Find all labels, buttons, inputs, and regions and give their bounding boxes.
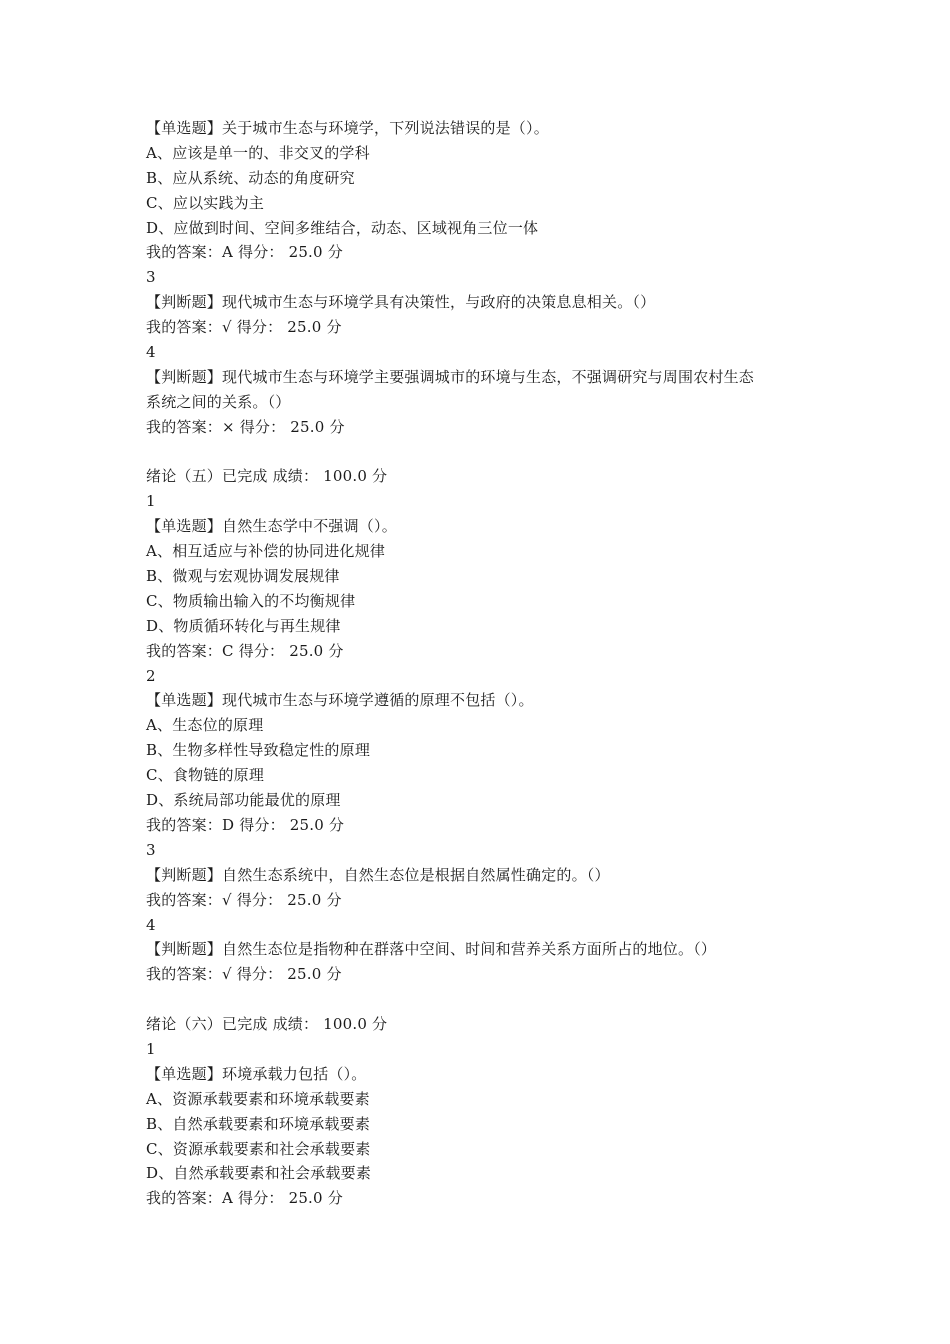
section-gap <box>146 987 846 1012</box>
answer-score: 我的答案：√ 得分： 25.0 分 <box>146 318 342 337</box>
answer-score: 我的答案：√ 得分： 25.0 分 <box>146 965 342 984</box>
option-b: B、应从系统、动态的角度研究 <box>146 168 355 187</box>
answer-score: 我的答案：D 得分： 25.0 分 <box>146 815 345 834</box>
document-page <box>146 116 846 1211</box>
question-stem: 【单选题】关于城市生态与环境学，下列说法错误的是（）。 <box>146 119 549 137</box>
option-a: A、资源承载要素和环境承载要素 <box>146 1089 370 1108</box>
question-stem: 【单选题】自然生态学中不强调（）。 <box>146 517 397 536</box>
option-a: A、生态位的原理 <box>146 716 264 735</box>
option-d: D、自然承载要素和社会承载要素 <box>146 1164 372 1183</box>
section-heading: 绪论（六）已完成 成绩： 100.0 分 <box>146 1015 388 1034</box>
option-b: B、自然承载要素和环境承载要素 <box>146 1114 371 1133</box>
answer-score: 我的答案：A 得分： 25.0 分 <box>146 243 343 262</box>
question-number: 3 <box>146 840 156 859</box>
option-a: A、相互适应与补偿的协同进化规律 <box>146 542 386 561</box>
option-d: D、系统局部功能最优的原理 <box>146 791 341 810</box>
question-number: 4 <box>146 915 156 934</box>
option-a: A、应该是单一的、非交叉的学科 <box>146 143 370 162</box>
section-heading: 绪论（五）已完成 成绩： 100.0 分 <box>146 467 388 486</box>
question-stem: 【判断题】自然生态系统中，自然生态位是根据自然属性确定的。（） <box>146 865 610 884</box>
answer-score: 我的答案：C 得分： 25.0 分 <box>146 641 344 660</box>
answer-score: 我的答案：× 得分： 25.0 分 <box>146 417 345 436</box>
option-d: D、物质循环转化与再生规律 <box>146 616 341 635</box>
question-stem-continued: 系统之间的关系。（） <box>146 392 291 411</box>
question-number: 1 <box>146 492 156 511</box>
question-stem: 【单选题】现代城市生态与环境学遵循的原理不包括（）。 <box>146 691 534 710</box>
answer-score: 我的答案：A 得分： 25.0 分 <box>146 1189 343 1208</box>
question-stem: 【判断题】现代城市生态与环境学具有决策性，与政府的决策息息相关。（） <box>146 293 656 312</box>
option-c: C、应以实践为主 <box>146 193 265 212</box>
question-number: 2 <box>146 666 156 685</box>
question-stem: 【单选题】环境承载力包括（）。 <box>146 1064 367 1083</box>
section-gap <box>146 440 846 465</box>
option-d: D、应做到时间、空间多维结合，动态、区域视角三位一体 <box>146 218 539 237</box>
question-number: 3 <box>146 268 156 287</box>
option-b: B、微观与宏观协调发展规律 <box>146 567 340 586</box>
option-c: C、食物链的原理 <box>146 766 265 785</box>
option-c: C、物质输出输入的不均衡规律 <box>146 591 356 610</box>
option-c: C、资源承载要素和社会承载要素 <box>146 1139 371 1158</box>
question-stem: 【判断题】自然生态位是指物种在群落中空间、时间和营养关系方面所占的地位。（） <box>146 940 717 959</box>
option-b: B、生物多样性导致稳定性的原理 <box>146 741 371 760</box>
question-number: 4 <box>146 343 156 362</box>
question-stem: 【判断题】现代城市生态与环境学主要强调城市的环境与生态，不强调研究与周围农村生态 <box>146 367 755 386</box>
answer-score: 我的答案：√ 得分： 25.0 分 <box>146 890 342 909</box>
question-number: 1 <box>146 1039 156 1058</box>
